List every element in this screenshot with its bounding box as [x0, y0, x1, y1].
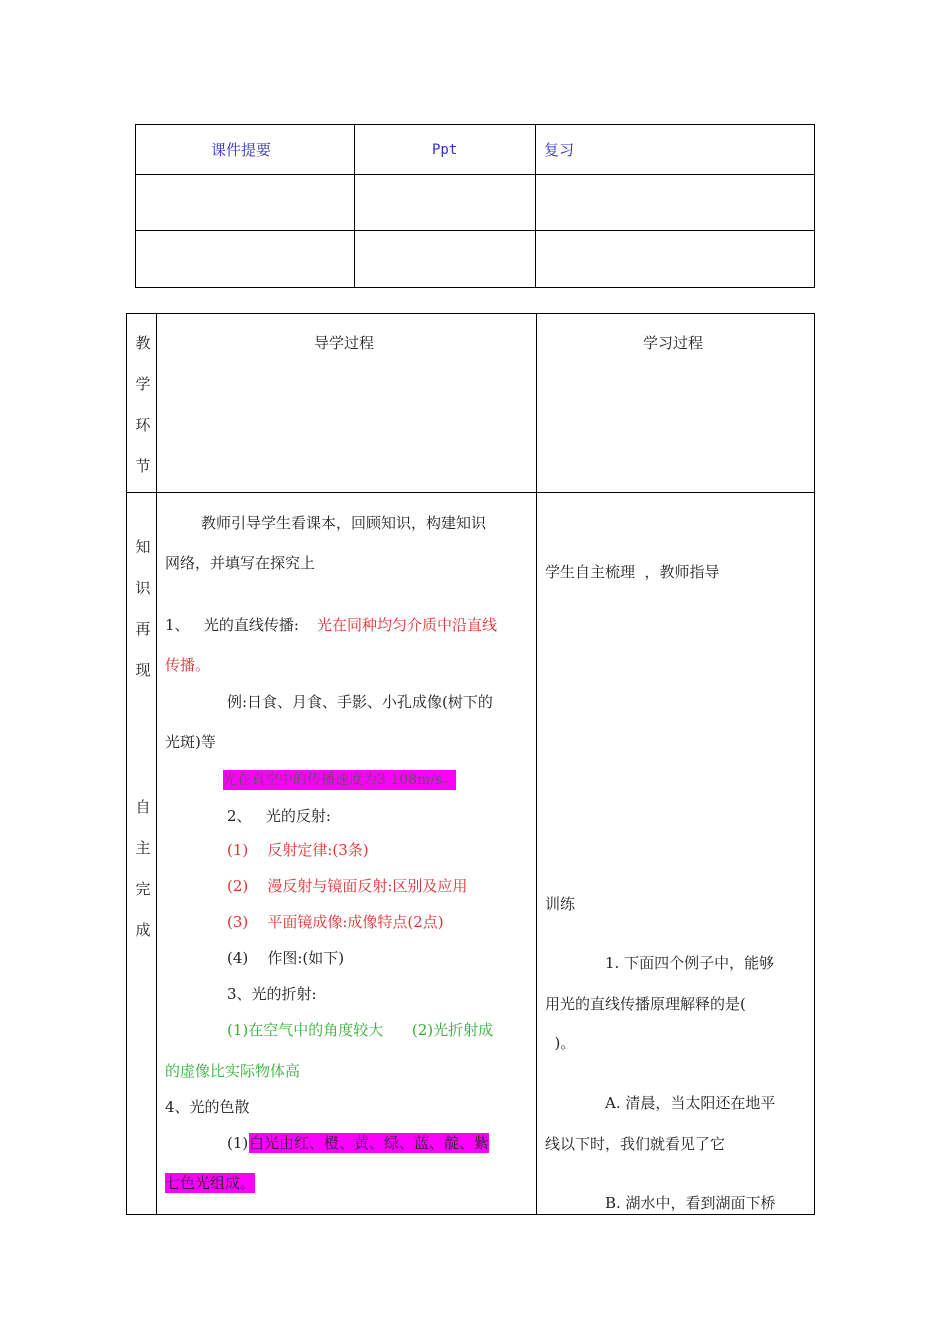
col-header: 学习过程 — [643, 334, 704, 352]
guide-text: 教师引导学生看课本，回顾知识，构建知识 — [201, 514, 487, 532]
header-cell: Ppt — [432, 142, 458, 158]
guide-text: (1) — [227, 1134, 249, 1152]
study-text: 用光的直线传播原理解释的是( — [545, 995, 746, 1013]
dispersion-highlight: 七色光组成。 — [165, 1174, 256, 1192]
col-header: 导学过程 — [314, 334, 375, 352]
guide-text: 1、 光的直线传播: — [165, 616, 299, 634]
study-text: 训练 — [545, 895, 576, 913]
dispersion-highlight: 白光由红、橙、黄、绿、蓝、靛、紫 — [249, 1134, 490, 1152]
section-label-char: 自 — [135, 798, 151, 816]
header-cell: 复习 — [544, 141, 575, 159]
guide-text: 2、 光的反射: — [227, 807, 331, 825]
guide-text: (2) 漫反射与镜面反射:区别及应用 — [227, 877, 468, 895]
speed-highlight: 光在真空中的传播速度为3 108m/s。 — [223, 772, 457, 788]
section-label-char: 完 — [135, 880, 151, 898]
col-header-char: 节 — [135, 457, 151, 475]
col-header-char: 教 — [135, 334, 151, 352]
study-text: 1. 下面四个例子中，能够 — [605, 954, 775, 972]
section-label-char: 成 — [135, 921, 151, 939]
guide-text: 传播。 — [165, 656, 211, 674]
guide-text: 3、光的折射: — [227, 985, 317, 1003]
study-text: 学生自主梳理 ，教师指导 — [545, 563, 720, 581]
section-label-char: 主 — [135, 839, 151, 857]
section-label-char: 再 — [135, 620, 151, 638]
guide-text: 4、光的色散 — [165, 1098, 250, 1116]
guide-text: (4) 作图:(如下) — [227, 949, 345, 967]
guide-text: 光在同种均匀介质中沿直线 — [317, 616, 498, 634]
guide-text: (1)在空气中的角度较大 (2)光折射成 — [227, 1021, 494, 1039]
study-text: 线以下时，我们就看见了它 — [545, 1135, 726, 1153]
guide-text: 光斑)等 — [165, 733, 216, 751]
section-label-char: 识 — [135, 579, 151, 597]
col-header-char: 环 — [135, 416, 151, 434]
col-header-char: 学 — [135, 375, 151, 393]
guide-text: 的虚像比实际物体高 — [165, 1062, 301, 1080]
study-text: B. 湖水中，看到湖面下桥 — [605, 1194, 776, 1212]
guide-text: 例:日食、月食、手影、小孔成像(树下的 — [227, 693, 493, 711]
header-cell: 课件提要 — [211, 141, 272, 159]
guide-text: (3) 平面镜成像:成像特点(2点) — [227, 913, 444, 931]
guide-text: (1) 反射定律:(3条) — [227, 841, 369, 859]
study-text: )。 — [545, 1034, 576, 1052]
study-text: A. 清晨，当太阳还在地平 — [605, 1094, 776, 1112]
section-label-char: 知 — [135, 538, 151, 556]
section-label-char: 现 — [135, 661, 151, 679]
guide-text: 网络，并填写在探究上 — [165, 554, 316, 572]
